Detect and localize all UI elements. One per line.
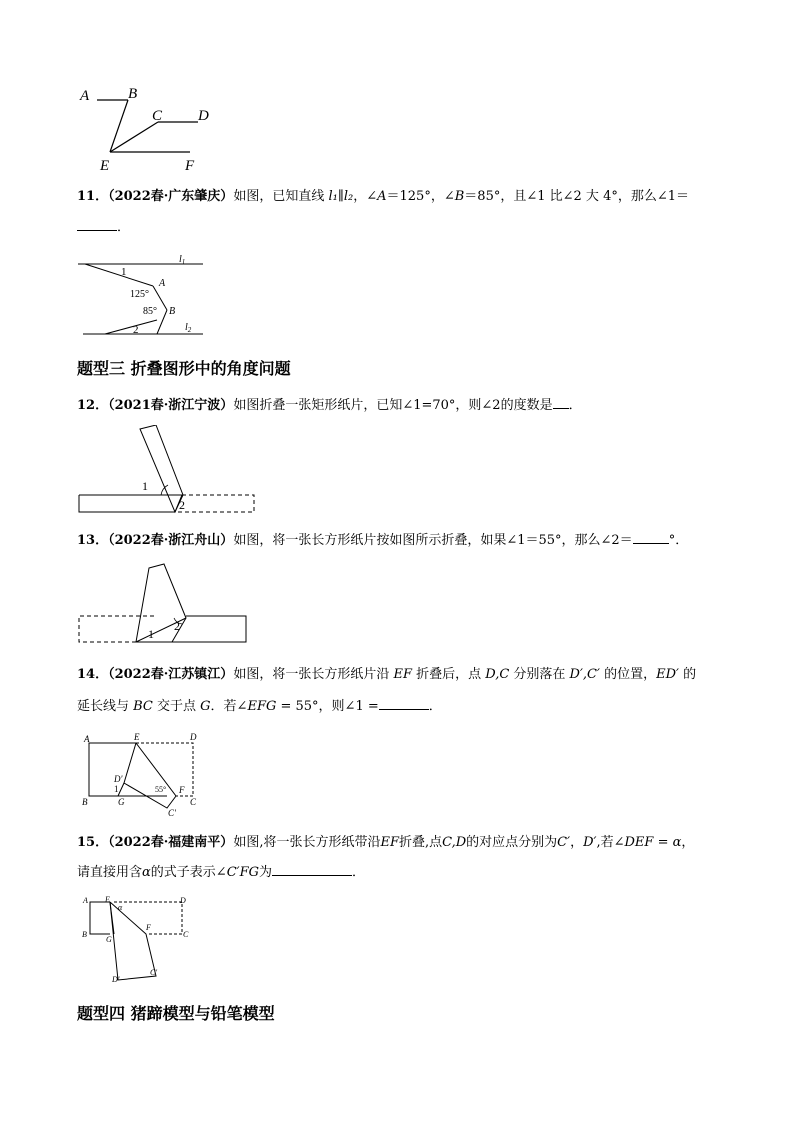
angle-B-label: 85° <box>143 306 157 317</box>
question-text: 如图，将一张长方形纸片沿 <box>233 667 394 682</box>
label-B: B <box>128 86 138 102</box>
line-l1-label: $l_1$ <box>179 254 186 266</box>
answer-blank[interactable] <box>553 396 569 409</box>
math-l2: l₂ <box>343 189 354 204</box>
question-source: （2022春·福建南平） <box>108 835 234 850</box>
question-end: ． <box>568 398 582 413</box>
math-BC: BC <box>133 699 153 714</box>
label-C: C <box>190 797 197 807</box>
angle-A-label: 125° <box>130 289 149 300</box>
angle-1-label: 1 <box>121 266 127 278</box>
question-15 <box>77 834 694 852</box>
label-C: C <box>152 108 163 124</box>
question-text: ， <box>570 835 584 850</box>
question-text: 延长线与 <box>77 699 134 714</box>
question-number: 14． <box>77 667 109 682</box>
question-source: （2021春·浙江宁波） <box>108 398 234 413</box>
question-text: ，∠ <box>353 189 378 204</box>
answer-blank[interactable] <box>633 531 669 544</box>
question-text: 的对应点分别为 <box>466 835 558 850</box>
math-Dp: D′ <box>583 835 597 850</box>
label-G: G <box>118 797 125 807</box>
question-text: 交于点 <box>152 699 201 714</box>
question-end: ． <box>352 865 366 880</box>
math-alpha: α <box>142 865 151 880</box>
math-B: B <box>454 189 465 204</box>
math-DEF: DEF <box>624 835 654 850</box>
question-number: 11． <box>77 189 109 204</box>
label-A: A <box>84 734 90 744</box>
label-E: E <box>134 732 140 742</box>
angle-2-label: 2 <box>133 324 139 336</box>
label-D: D <box>190 732 197 742</box>
label-A: A <box>159 278 166 289</box>
answer-line-11 <box>77 218 130 237</box>
question-text: 如图，将一张长方形纸片按如图所示折叠，如果∠1＝55°，那么∠2＝ <box>233 533 633 548</box>
question-text: 如图折叠一张矩形纸片，已知∠1=70°，则∠2的度数是 <box>233 398 553 413</box>
line-l2-label: $l_2$ <box>185 322 192 334</box>
question-source: （2022春·江苏镇江） <box>108 667 234 682</box>
math-EDp: ED′ <box>656 667 679 682</box>
question-text: 折叠后，点 <box>411 667 486 682</box>
question-source: （2022春·广东肇庆） <box>108 189 234 204</box>
label-C: C <box>183 930 189 939</box>
math-DpCp: D′,C′ <box>569 667 600 682</box>
math-EF: EF <box>380 835 399 850</box>
label-B: B <box>169 306 176 317</box>
question-14 <box>77 666 696 684</box>
math-EFG: EFG <box>247 699 277 714</box>
math-parallel: ∥ <box>337 189 344 204</box>
angle-2-label: 2 <box>179 498 185 512</box>
figure-14 <box>78 728 210 820</box>
question-12 <box>77 396 582 415</box>
label-D: D <box>198 108 209 124</box>
question-end: ． <box>117 220 131 235</box>
question-text: ， <box>681 835 695 850</box>
question-text: 如图,将一张长方形纸带沿 <box>233 835 381 850</box>
angle-55-label: 55° <box>155 785 167 794</box>
answer-blank[interactable] <box>77 218 117 231</box>
label-C-prime: C' <box>150 968 158 977</box>
label-D: D <box>180 896 186 905</box>
label-F: F <box>179 785 185 795</box>
angle-1-label: 1 <box>114 784 119 794</box>
label-D-prime: D' <box>112 975 120 982</box>
question-number: 13． <box>77 533 109 548</box>
section-heading-4: 题型四 猪蹄模型与铅笔模型 <box>77 1004 275 1023</box>
label-A: A <box>80 88 90 104</box>
math-l1: l₁ <box>328 189 338 204</box>
math-Cp: C′ <box>557 835 571 850</box>
question-text: ＝85°，且∠1 比∠2 大 4°，那么∠1＝ <box>464 189 689 204</box>
question-11 <box>77 188 689 206</box>
question-text: = 55°，则∠1 = <box>276 699 379 714</box>
label-E: E <box>100 158 110 174</box>
math-G: G <box>200 699 211 714</box>
label-alpha: α <box>118 903 123 912</box>
question-text: 请直接用含 <box>77 865 143 880</box>
math-EF: EF <box>393 667 412 682</box>
label-E: E <box>105 895 110 904</box>
question-text: 分别落在 <box>509 667 570 682</box>
question-text: ＝125°，∠ <box>386 189 455 204</box>
question-text: ,若∠ <box>596 835 625 850</box>
label-G: G <box>106 935 112 944</box>
label-B: B <box>82 797 88 807</box>
question-14-line-2 <box>77 697 442 716</box>
question-13 <box>77 531 688 550</box>
math-DC: D,C <box>485 667 510 682</box>
label-F: F <box>185 158 195 174</box>
question-end: ． <box>428 699 442 714</box>
math-A: A <box>377 189 387 204</box>
question-source: （2022春·浙江舟山） <box>108 533 234 548</box>
question-end: °． <box>668 533 689 548</box>
angle-1-label: 1 <box>148 627 154 641</box>
question-text: 的 <box>678 667 697 682</box>
question-15-line-2 <box>77 863 365 882</box>
question-text: 的式子表示∠ <box>150 865 227 880</box>
label-B: B <box>82 930 87 939</box>
question-text: = <box>653 835 673 850</box>
question-number: 15． <box>77 835 109 850</box>
math-alpha: α <box>672 835 682 850</box>
answer-blank[interactable] <box>272 863 352 876</box>
question-text: ．若∠ <box>210 699 248 714</box>
answer-blank[interactable] <box>379 697 429 710</box>
question-text: 如图，已知直线 <box>233 189 329 204</box>
figure-12 <box>78 425 260 517</box>
math-CpFG: C′FG <box>226 865 260 880</box>
label-D-prime: D' <box>114 774 123 784</box>
figure-11 <box>75 250 215 342</box>
angle-1-label: 1 <box>142 479 148 493</box>
question-text: 的位置， <box>599 667 657 682</box>
figure-parallel-lines <box>70 78 230 178</box>
question-number: 12． <box>77 398 109 413</box>
label-F: F <box>146 923 151 932</box>
label-A: A <box>83 896 88 905</box>
label-C-prime: C' <box>168 808 176 818</box>
figure-13 <box>78 562 250 647</box>
question-text: 为 <box>259 865 273 880</box>
figure-15 <box>78 892 198 982</box>
section-heading-3: 题型三 折叠图形中的角度问题 <box>77 359 291 378</box>
question-text: 折叠,点 <box>398 835 443 850</box>
math-CD: C,D <box>442 835 467 850</box>
angle-2-label: 2 <box>174 619 180 633</box>
